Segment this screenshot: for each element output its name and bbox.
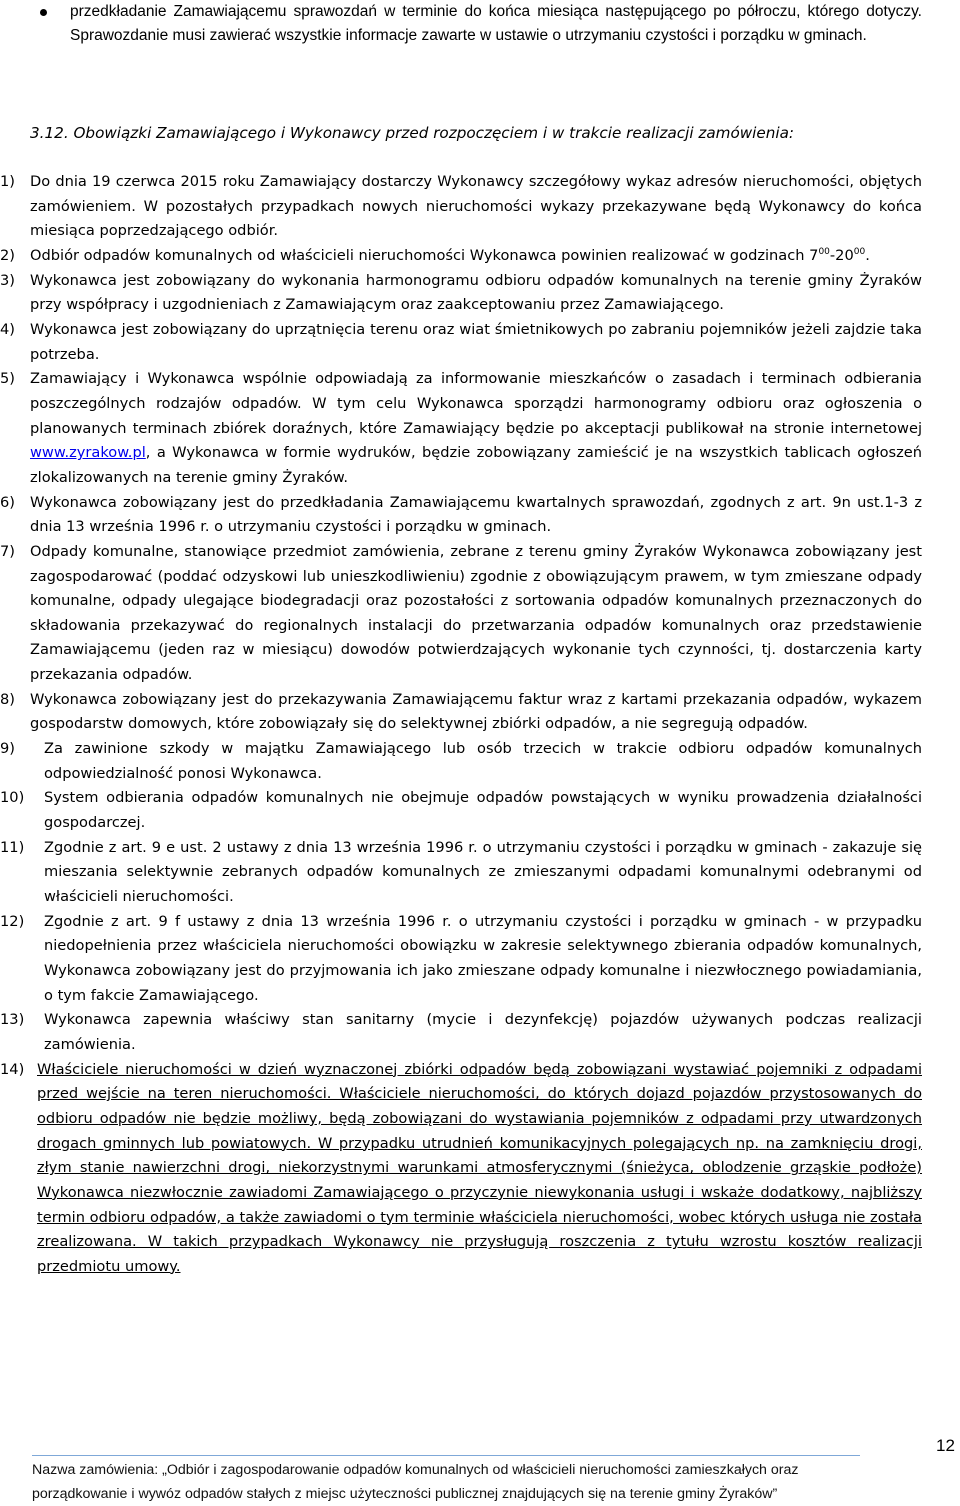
item-number: 8) — [0, 690, 15, 708]
intro-bullet-text: przedkładanie Zamawiającemu sprawozdań w terminie do końca miesiąca następującego po półroczu, którego dotyczy. Sprawozdanie musi zawierać wszystkie informacje zawarte w ustawie o utrzymaniu czystości i porządku w gminach. — [70, 3, 922, 44]
item-text: System odbierania odpadów komunalnych nie obejmuje odpadów powstających w wyniku prowadzenia działalności gospodarczej. — [44, 789, 922, 832]
item-text: Wykonawca zapewnia właściwy stan sanitarny (mycie i dezynfekcję) pojazdów używanych podczas realizacji zamówienia. — [44, 1011, 922, 1053]
item-text-part: , a Wykonawca w formie wydruków, będzie zobowiązany zamieścić je na wszystkich tablicach ogłoszeń zlokalizowanych na terenie gminy Żyraków. — [30, 444, 922, 486]
item-text: Właściciele nieruchomości w dzień wyznaczonej zbiórki odpadów będą zobowiązani wystawiać pojemniki z odpadami przed wejście na teren nieruchomości. Właściciele nieruchomości, do których dojazd pojazdów przystosowanych do odbioru odpadów nie będzie możliwy, będą zobowiązani do wystawiania pojemników z odpadami przy utwardzonych drogach gminnych lub powiatowych. W przypadku utrudnień komunikacyjnych polegających np. na zamknięciu drogi, złym stanie nawierzchni drogi, niekorzystnymi warunkami atmosferycznymi (śnieżyca, oblodzenie grząskie podłoże) Wykonawca niezwłocznie zawiadomi Zamawiającego o przyczynie niewykonania usługi i wskaże dodatkowy, najbliższy termin odbioru odpadów, a także zawiadomi o tym terminie właściciela nieruchomości, wobec których usługa nie została zrealizowana. W takich przypadkach Wykonawcy nie przysługują roszczenia z tytułu wzrostu kosztów realizacji przedmiotu umowy. — [37, 1060, 922, 1275]
list-item-6 — [0, 491, 922, 540]
item-text: Odpady komunalne, stanowiące przedmiot zamówienia, zebrane z terenu gminy Żyraków Wykonawca zobowiązany jest zagospodarować (poddać odzyskowi lub unieszkodliwieniu) zgodnie z obowiązującym prawem, w tym zmieszane odpady komunalne, odpady ulegające biodegradacji oraz pozostałości z sortowania odpadów komunalnych przeznaczonych do składowania przekazywać do regionalnych instalacji do przetwarzania odpadów komunalnych oraz przedstawienie Zamawiającemu (jeden raz w miesiącu) dowodów potwierdzających wykonanie tych czynności, tj. dostarczenia karty przekazania odpadów. — [30, 542, 922, 684]
intro-bullet — [40, 0, 922, 48]
item-text: Zgodnie z art. 9 e ust. 2 ustawy z dnia 13 września 1996 r. o utrzymaniu czystości i porządku w gminach - zakazuje się mieszania selektywnie zebranych odpadów komunalnych ze zmieszanymi odpadami komunalnymi odebranymi od właścicieli nieruchomości. — [44, 838, 922, 906]
item-number: 14) — [0, 1060, 25, 1078]
hour-end-minutes: 00 — [853, 246, 866, 257]
item-text: Wykonawca zobowiązany jest do przedkładania Zamawiającemu kwartalnych sprawozdań, zgodnych z art. 9n ust.1-3 z dnia 13 września 1996 r. o utrzymaniu czystości i porządku w gminach. — [30, 493, 922, 536]
hour-end: -20 — [829, 246, 854, 264]
hour-start-minutes: 00 — [818, 246, 830, 257]
website-link[interactable]: www.zyrakow.pl — [30, 444, 146, 462]
list-item-12 — [0, 910, 922, 1009]
list-item-4 — [0, 318, 922, 367]
item-number: 11) — [0, 838, 25, 856]
list-item-11 — [0, 836, 922, 910]
list-item-9 — [0, 737, 922, 786]
list-item-13 — [0, 1008, 922, 1057]
item-number: 10) — [0, 789, 25, 807]
item-text: Wykonawca jest zobowiązany do uprzątnięcia terenu oraz wiat śmietnikowych po zabraniu pojemników jeżeli zajdzie taka potrzeba. — [30, 320, 922, 363]
list-item-7 — [0, 540, 922, 688]
footer-divider — [32, 1455, 860, 1456]
list-item-2 — [0, 244, 922, 269]
list-item-10 — [0, 786, 922, 835]
item-text — [0, 244, 922, 269]
item-text: Za zawinione szkody w majątku Zamawiającego lub osób trzecich w trakcie odbioru odpadów komunalnych odpowiedzialność ponosi Wykonawca. — [44, 740, 922, 782]
list-item-3 — [0, 269, 922, 318]
list-item-1 — [0, 170, 922, 244]
item-number: 4) — [0, 320, 15, 338]
list-item-8 — [0, 688, 922, 737]
page-number: 12 — [936, 1436, 955, 1455]
obligations-list — [0, 170, 922, 1280]
footer-line-1: Nazwa zamówienia: „Odbiór i zagospodarowanie odpadów komunalnych od właścicieli nieruchomości zamieszkałych oraz — [32, 1462, 799, 1478]
item-text: Do dnia 19 czerwca 2015 roku Zamawiający dostarczy Wykonawcy szczegółowy wykaz adresów nieruchomości, objętych zamówieniem. W pozostałych przypadkach nowych nieruchomości wykazy przekazywane będą Wykonawcy do końca miesiąca poprzedzającego odbiór. — [30, 173, 922, 240]
item-number: 12) — [0, 912, 25, 930]
item-text: Wykonawca zobowiązany jest do przekazywania Zamawiającemu faktur wraz z kartami przekazania odpadów, wykazem gospodarstw domowych, które zobowiązały się do selektywnej zbiórki odpadów, a nie segregują odpadów. — [30, 690, 922, 733]
item-number: 3) — [0, 271, 15, 289]
item-number: 7) — [0, 542, 15, 560]
item-number: 5) — [0, 370, 15, 388]
item-text: Wykonawca jest zobowiązany do wykonania harmonogramu odbioru odpadów komunalnych na terenie gminy Żyraków przy współpracy i uzgodnieniach z Zamawiającym oraz zaakceptowaniu przez Zamawiającego. — [30, 271, 922, 314]
list-item-14 — [0, 1058, 922, 1280]
bullet-icon — [40, 9, 47, 16]
item-text-main: Odbiór odpadów komunalnych od właścicieli nieruchomości Wykonawca powinien realizować w godzinach 7 — [30, 246, 819, 264]
item-text: Zgodnie z art. 9 f ustawy z dnia 13 września 1996 r. o utrzymaniu czystości i porządku w gminach - w przypadku niedopełnienia przez właściciela nieruchomości obowiązku w zakresie selektywnego zbierania odpadów komunalnych, Wykonawca zobowiązany jest do przyjmowania ich jako zmieszane odpady komunalne i niezwłocznego powiadamiania, o tym fakcie Zamawiającego. — [44, 912, 922, 1004]
item-number: 2) — [0, 246, 15, 264]
item-text-part: Zamawiający i Wykonawca wspólnie odpowiadają za informowanie mieszkańców o zasadach i terminach odbierania poszczególnych rodzajów odpadów. W tym celu Wykonawca sporządzi harmonogramy odbioru oraz ogłoszenia o planowanych terminach zbiórek doraźnych, które Zamawiający będzie po akceptacji publikował na stronie internetowej — [30, 370, 922, 437]
item-number: 1) — [0, 173, 15, 190]
footer-line-2: porządkowanie i wywóz odpadów stałych z miejsc użyteczności publicznej znajdujących się na terenie gminy Żyraków” — [32, 1486, 778, 1502]
item-number: 9) — [0, 740, 15, 758]
section-heading: 3.12. Obowiązki Zamawiającego i Wykonawcy przed rozpoczęciem i w trakcie realizacji zamówienia: — [30, 124, 795, 142]
item-number: 6) — [0, 493, 15, 511]
list-item-5 — [0, 367, 922, 490]
item-number: 13) — [0, 1011, 25, 1029]
item-text-end: . — [865, 246, 870, 264]
item-text — [0, 367, 922, 490]
